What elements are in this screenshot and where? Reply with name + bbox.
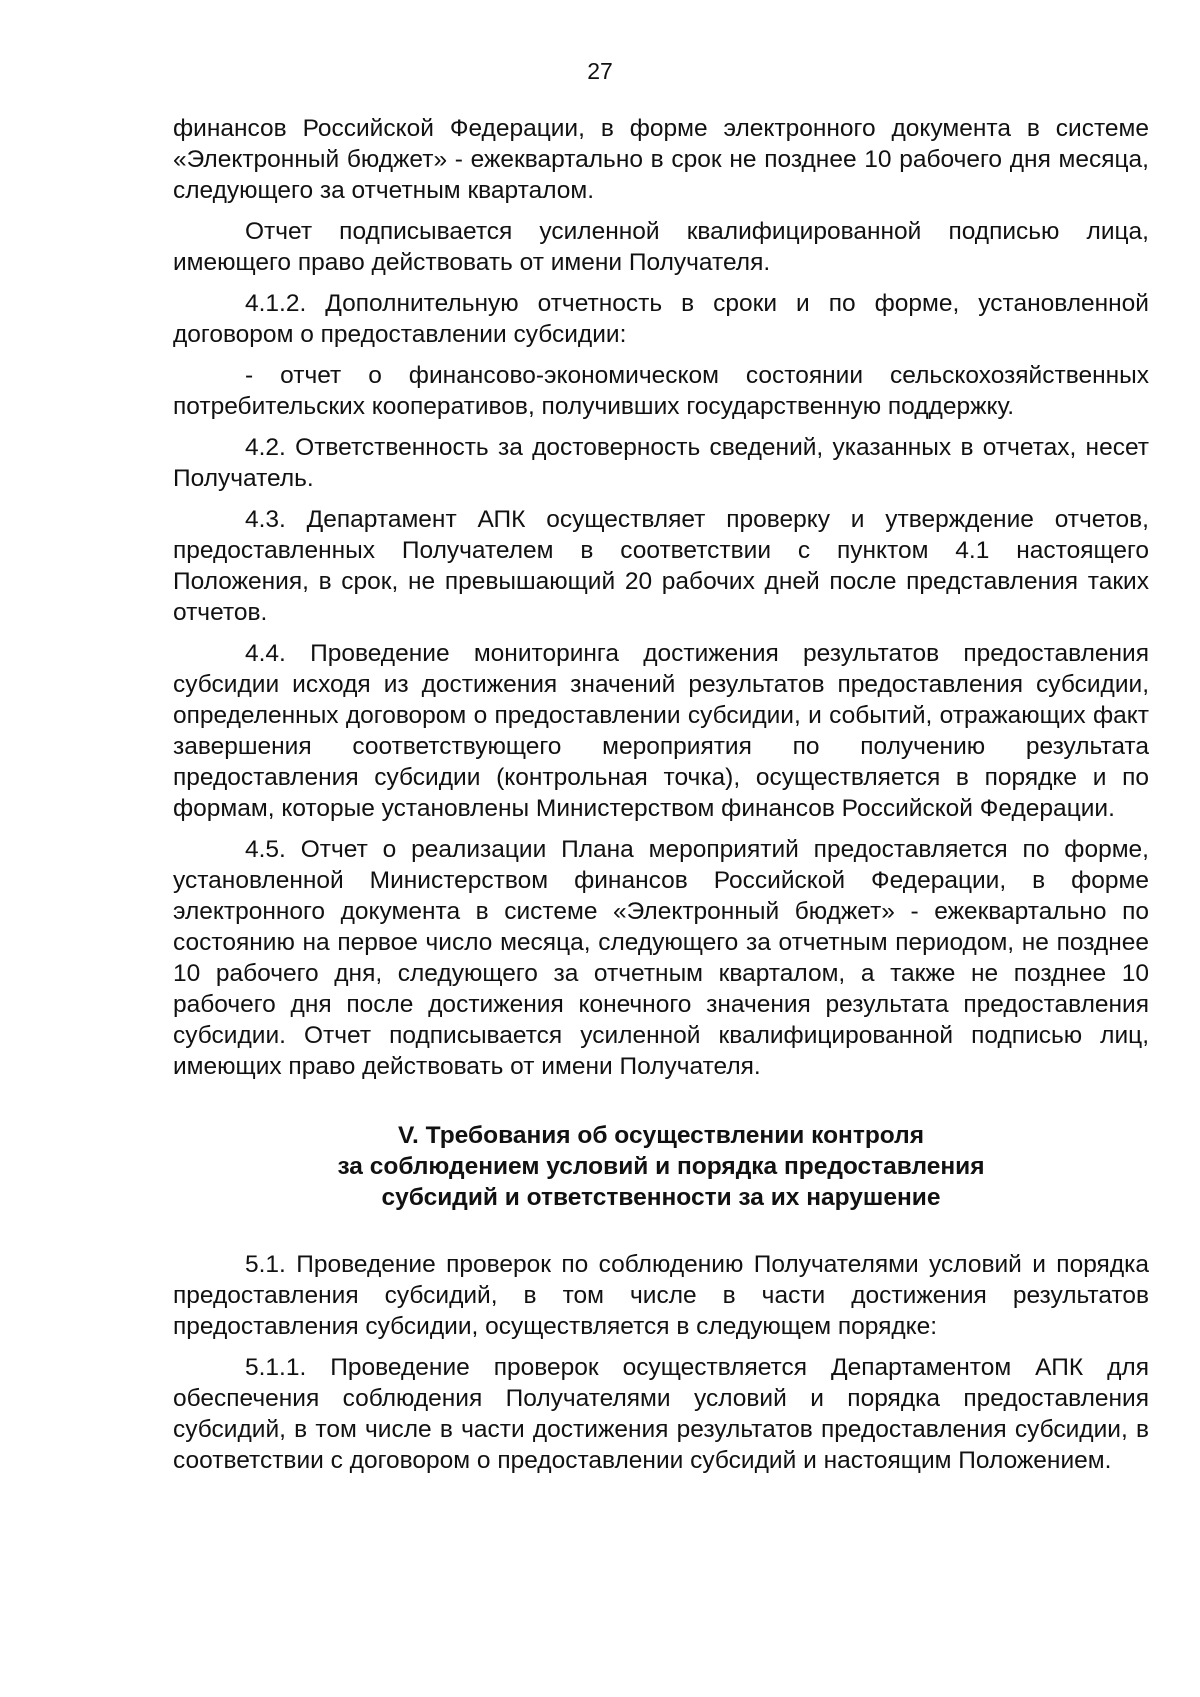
section-title (173, 1120, 1149, 1213)
paragraph: 4.4. Проведение мониторинга достижения результатов предоставления субсидии исходя из достижения значений результатов предоставления субсидии, определенных договором о предоставлении субсидии, и событий, отражающих факт завершения соответствующего мероприятия по получению результата предоставления субсидии (контрольная точка), осуществляется в порядке и по формам, которые установлены Министерством финансов Российской Федерации. (173, 640, 1149, 822)
page-number: 27 (587, 58, 613, 84)
paragraph: 4.5. Отчет о реализации Плана мероприятий предоставляется по форме, установленной Министерством финансов Российской Федерации, в форме электронного документа в системе «Электронный бюджет» - ежеквартально по состоянию на первое число месяца, следующего за отчетным периодом, не позднее 10 рабочего дня, следующего за отчетным кварталом, а также не позднее 10 рабочего дня после достижения конечного значения результата предоставления субсидии. Отчет подписывается усиленной квалифицированной подписью лиц, имеющих право действовать от имени Получателя. (173, 836, 1149, 1080)
paragraph: - отчет о финансово-экономическом состоянии сельскохозяйственных потребительских кооперативов, получивших государственную поддержку. (173, 362, 1149, 420)
paragraph: финансов Российской Федерации, в форме электронного документа в системе «Электронный бюджет» - ежеквартально в срок не позднее 10 рабочего дня месяца, следующего за отчетным кварталом. (173, 115, 1149, 204)
paragraph: 5.1.1. Проведение проверок осуществляется Департаментом АПК для обеспечения соблюдения Получателями условий и порядка предоставления субсидий, в том числе в части достижения результатов предоставления субсидии, в соответствии с договором о предоставлении субсидий и настоящим Положением. (173, 1354, 1149, 1474)
paragraph: 5.1. Проведение проверок по соблюдению Получателями условий и порядка предоставления субсидий, в том числе в части достижения результатов предоставления субсидии, осуществляется в следующем порядке: (173, 1251, 1149, 1340)
paragraph: 4.2. Ответственность за достоверность сведений, указанных в отчетах, несет Получатель. (173, 434, 1149, 492)
section-title-line: субсидий и ответственности за их нарушение (381, 1184, 941, 1211)
section-title-line: V. Требования об осуществлении контроля (397, 1122, 925, 1149)
paragraph: Отчет подписывается усиленной квалифицированной подписью лица, имеющего право действовать от имени Получателя. (173, 218, 1149, 276)
paragraph: 4.3. Департамент АПК осуществляет проверку и утверждение отчетов, предоставленных Получателем в соответствии с пунктом 4.1 настоящего Положения, в срок, не превышающий 20 рабочих дней после представления таких отчетов. (173, 506, 1149, 626)
section-title-line: за соблюдением условий и порядка предоставления (337, 1153, 985, 1180)
document-body (173, 113, 1149, 1486)
paragraph: 4.1.2. Дополнительную отчетность в сроки и по форме, установленной договором о предоставлении субсидии: (173, 290, 1149, 348)
